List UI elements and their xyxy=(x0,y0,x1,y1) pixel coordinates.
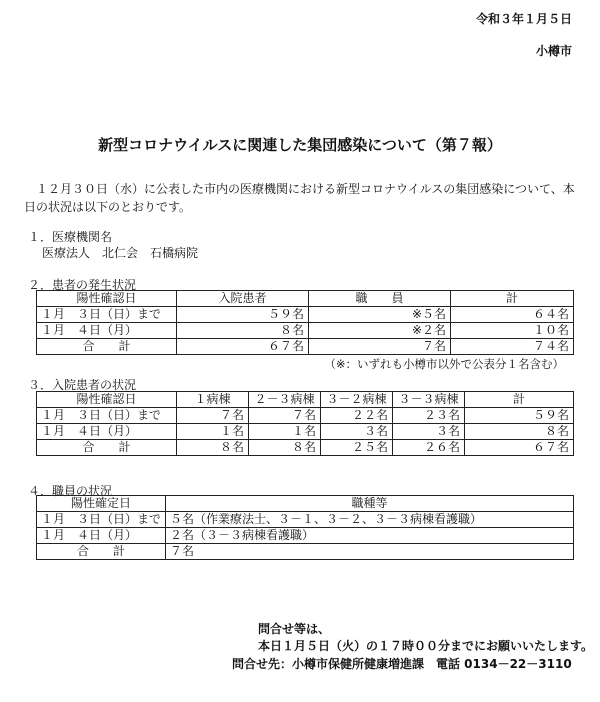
section3-heading: ３．入院患者の状況 xyxy=(28,378,137,392)
contact-line-1: 問合せ等は、 xyxy=(258,622,331,636)
table-cell: １月 ３日（日）まで xyxy=(37,512,166,528)
table-cell: ２３名 xyxy=(393,408,465,424)
section4-heading: ４．職員の状況 xyxy=(28,484,113,498)
table-cell: ５名（作業療法士、３－１、３－２、３－３病棟看護職） xyxy=(166,512,574,528)
table-cell: １名 xyxy=(177,424,249,440)
column-header: 入院患者 xyxy=(177,291,309,307)
table-cell: ８名 xyxy=(177,323,309,339)
issuer-city: 小樽市 xyxy=(535,44,572,58)
table-cell: ５９名 xyxy=(177,307,309,323)
table-row xyxy=(37,512,574,528)
column-header: １病棟 xyxy=(177,392,249,408)
table-cell: ※２名 xyxy=(309,323,451,339)
table-cell: １月 ３日（日）まで xyxy=(37,408,177,424)
table-total-row xyxy=(37,544,574,560)
table-cell: ２２名 xyxy=(321,408,393,424)
table-cell: ３名 xyxy=(393,424,465,440)
table-cell: １０名 xyxy=(451,323,574,339)
table-header-row xyxy=(37,496,574,512)
column-header: 陽性確認日 xyxy=(37,291,177,307)
table-cell: ７名 xyxy=(309,339,451,355)
intro-paragraph: １２月３０日（水）に公表した市内の医療機関における新型コロナウイルスの集団感染について、本日の状況は以下のとおりです。 xyxy=(24,182,575,214)
table-row xyxy=(37,528,574,544)
table-header-row xyxy=(37,392,574,408)
table-row xyxy=(37,424,574,440)
table-cell: １月 ４日（月） xyxy=(37,424,177,440)
table-cell: ５９名 xyxy=(465,408,574,424)
column-header: 職 員 xyxy=(309,291,451,307)
document-date: 令和３年１月５日 xyxy=(475,12,572,26)
table-cell: ２名（３－３病棟看護職） xyxy=(166,528,574,544)
column-header: 職種等 xyxy=(166,496,574,512)
table-row xyxy=(37,307,574,323)
table-cell: ７名 xyxy=(177,408,249,424)
table-cell: 合 計 xyxy=(37,440,177,456)
column-header: 計 xyxy=(465,392,574,408)
column-header: ２－３病棟 xyxy=(249,392,321,408)
column-header: 陽性確認日 xyxy=(37,392,177,408)
staff-status-table xyxy=(36,495,574,560)
table-header-row xyxy=(37,291,574,307)
column-header: ３－３病棟 xyxy=(393,392,465,408)
table-cell: 合 計 xyxy=(37,544,166,560)
table-cell: ７名 xyxy=(166,544,574,560)
table-cell: １名 xyxy=(249,424,321,440)
table-cell: 合 計 xyxy=(37,339,177,355)
section1-heading: １．医療機関名 xyxy=(28,230,113,244)
column-header: 陽性確定日 xyxy=(37,496,166,512)
table-cell: ３名 xyxy=(321,424,393,440)
contact-line-3: 問合せ先：小樽市保健所健康増進課 電話 0134－22－3110 xyxy=(232,657,572,671)
institution-name: 医療法人 北仁会 石橋病院 xyxy=(42,246,199,260)
table-footnote: （※：いずれも小樽市以外で公表分１名含む） xyxy=(324,357,564,371)
table-cell: ８名 xyxy=(177,440,249,456)
table-cell: ７名 xyxy=(249,408,321,424)
table-cell: ８名 xyxy=(249,440,321,456)
table-cell: ７４名 xyxy=(451,339,574,355)
table-cell: ２５名 xyxy=(321,440,393,456)
table-cell: ※５名 xyxy=(309,307,451,323)
table-total-row xyxy=(37,440,574,456)
table-row xyxy=(37,408,574,424)
inpatient-ward-table xyxy=(36,391,574,456)
table-cell: ６７名 xyxy=(465,440,574,456)
table-cell: ６７名 xyxy=(177,339,309,355)
column-header: 計 xyxy=(451,291,574,307)
column-header: ３－２病棟 xyxy=(321,392,393,408)
table-cell: ２６名 xyxy=(393,440,465,456)
contact-line-2: 本日１月５日（火）の１７時００分までにお願いいたします。 xyxy=(258,639,594,653)
table-cell: １月 ４日（月） xyxy=(37,323,177,339)
patient-outbreak-table xyxy=(36,290,574,355)
table-cell: １月 ３日（日）まで xyxy=(37,307,177,323)
table-row xyxy=(37,323,574,339)
table-total-row xyxy=(37,339,574,355)
table-cell: ８名 xyxy=(465,424,574,440)
section2-heading: ２．患者の発生状況 xyxy=(28,278,137,292)
table-cell: ６４名 xyxy=(451,307,574,323)
page-title: 新型コロナウイルスに関連した集団感染について（第７報） xyxy=(98,136,502,154)
table-cell: １月 ４日（月） xyxy=(37,528,166,544)
